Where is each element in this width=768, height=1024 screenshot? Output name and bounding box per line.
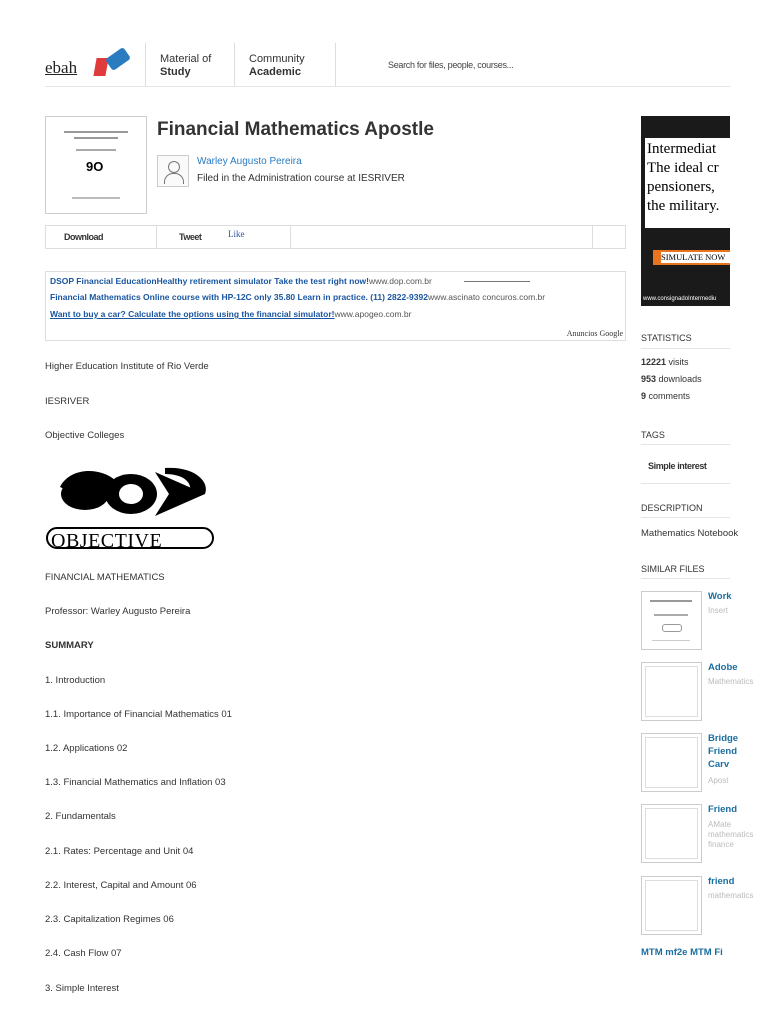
toc-item: 1.2. Applications 02 xyxy=(45,743,128,754)
tag-simple-interest[interactable]: Simple interest xyxy=(648,461,707,471)
nav-divider xyxy=(145,43,146,87)
ad-link[interactable]: Financial Mathematics Online course with HP-12C only 35.80 Learn in practice. (11) 2822-9392 xyxy=(50,292,428,302)
tweet-button[interactable]: Tweet xyxy=(179,232,202,242)
institute-text: Higher Education Institute of Rio Verde xyxy=(45,361,209,372)
action-bar xyxy=(45,225,626,249)
toc-item: 3. Simple Interest xyxy=(45,983,119,994)
similar-file-thumbnail[interactable] xyxy=(641,804,702,863)
search-input[interactable]: Search for files, people, courses... xyxy=(388,60,514,70)
short-name-text: IESRIVER xyxy=(45,396,90,407)
nav-material-of-study[interactable] xyxy=(160,53,211,79)
header-divider xyxy=(45,86,730,87)
description-heading: DESCRIPTION xyxy=(641,503,703,513)
ad-item[interactable] xyxy=(50,276,530,286)
simulate-now-button[interactable]: SIMULATE NOW xyxy=(653,250,730,265)
professor-text: Professor: Warley Augusto Pereira xyxy=(45,606,191,617)
like-button[interactable]: Like xyxy=(228,229,245,239)
statistics-heading: STATISTICS xyxy=(641,333,692,343)
avatar[interactable] xyxy=(157,155,189,187)
nav-line1: Material of xyxy=(160,53,212,65)
colleges-text: Objective Colleges xyxy=(45,430,125,441)
similar-file-title[interactable]: friend xyxy=(708,876,735,887)
pencil-icon xyxy=(105,47,131,71)
ebah-logo[interactable] xyxy=(45,52,135,82)
similar-file-link[interactable]: MTM mf2e MTM Fi xyxy=(641,947,723,958)
similar-files-heading: SIMILAR FILES xyxy=(641,564,705,574)
similar-file-subtitle: Mathematics xyxy=(708,677,754,686)
logo-text: ebah xyxy=(45,58,78,77)
similar-file-subtitle: AMate mathematics finance xyxy=(708,820,754,849)
similar-file-title[interactable]: Bridge Friend Carv xyxy=(708,733,739,770)
ad-item[interactable] xyxy=(50,309,411,319)
stat-visits: 12221 visits xyxy=(641,357,689,367)
ads-box xyxy=(45,271,626,341)
toc-item: 2.3. Capitalization Regimes 06 xyxy=(45,914,174,925)
ads-google-label[interactable]: Anuncios Google xyxy=(566,329,623,338)
ad-url[interactable]: www.ascinato concuros.com.br xyxy=(427,292,546,302)
stat-downloads: 953 downloads xyxy=(641,374,702,384)
similar-file-thumbnail[interactable] xyxy=(641,591,702,650)
document-thumbnail[interactable] xyxy=(45,116,147,214)
nav-line2: Academic xyxy=(249,66,301,78)
summary-heading: SUMMARY xyxy=(45,640,94,651)
filed-in-text: Filed in the Administration course at IESRIVER xyxy=(197,173,405,184)
nav-community-academic[interactable] xyxy=(249,53,305,79)
subject-text: FINANCIAL MATHEMATICS xyxy=(45,572,165,583)
similar-file-subtitle: Insert xyxy=(708,606,729,615)
toc-item: 2.1. Rates: Percentage and Unit 04 xyxy=(45,846,194,857)
nav-divider xyxy=(234,43,235,87)
tags-heading: TAGS xyxy=(641,430,665,440)
objective-logo xyxy=(45,462,217,552)
ad-item[interactable] xyxy=(50,292,545,302)
nav-divider xyxy=(335,43,336,87)
objective-logo-text: OBJECTIVE xyxy=(51,530,163,552)
similar-file-title[interactable]: Adobe xyxy=(708,662,738,673)
sidebar-ad-url[interactable]: www.consignadoIntermediu xyxy=(643,296,717,302)
ad-url[interactable]: www.apogeo.com.br xyxy=(334,309,412,319)
similar-file-subtitle: mathematics xyxy=(708,891,754,900)
similar-file-thumbnail[interactable] xyxy=(641,876,702,935)
similar-file-title[interactable]: Friend xyxy=(708,804,738,815)
nav-line1: Community xyxy=(249,53,305,65)
toc-item: 1.1. Importance of Financial Mathematics 01 xyxy=(45,709,232,720)
download-button[interactable]: Download xyxy=(64,232,103,242)
similar-file-title[interactable]: Work xyxy=(708,591,732,602)
ad-link[interactable]: DSOP Financial EducationHealthy retirement simulator Take the test right now! xyxy=(50,276,369,286)
toc-item: 2.2. Interest, Capital and Amount 06 xyxy=(45,880,197,891)
thumbnail-logo: 9O xyxy=(86,159,104,174)
sidebar-ad[interactable] xyxy=(641,116,730,306)
author-link[interactable]: Warley Augusto Pereira xyxy=(197,156,302,167)
toc-item: 1.3. Financial Mathematics and Inflation 03 xyxy=(45,777,226,788)
toc-item: 2. Fundamentals xyxy=(45,811,116,822)
similar-file-thumbnail[interactable] xyxy=(641,662,702,721)
sidebar-ad-text: Intermediat The ideal cr pensioners, the military. xyxy=(647,141,720,214)
stat-comments: 9 comments xyxy=(641,391,691,401)
toc-item: 2.4. Cash Flow 07 xyxy=(45,948,122,959)
ad-url[interactable]: www.dop.com.br xyxy=(368,276,432,286)
similar-file-thumbnail[interactable] xyxy=(641,733,702,792)
user-icon xyxy=(168,161,180,173)
ad-link[interactable]: Want to buy a car? Calculate the options using the financial simulator! xyxy=(50,309,335,319)
nav-line2: Study xyxy=(160,66,191,78)
page-title: Financial Mathematics Apostle xyxy=(157,119,434,140)
description-text: Mathematics Notebook xyxy=(641,528,739,539)
toc-item: 1. Introduction xyxy=(45,675,106,686)
similar-file-subtitle: Apost xyxy=(708,776,729,785)
